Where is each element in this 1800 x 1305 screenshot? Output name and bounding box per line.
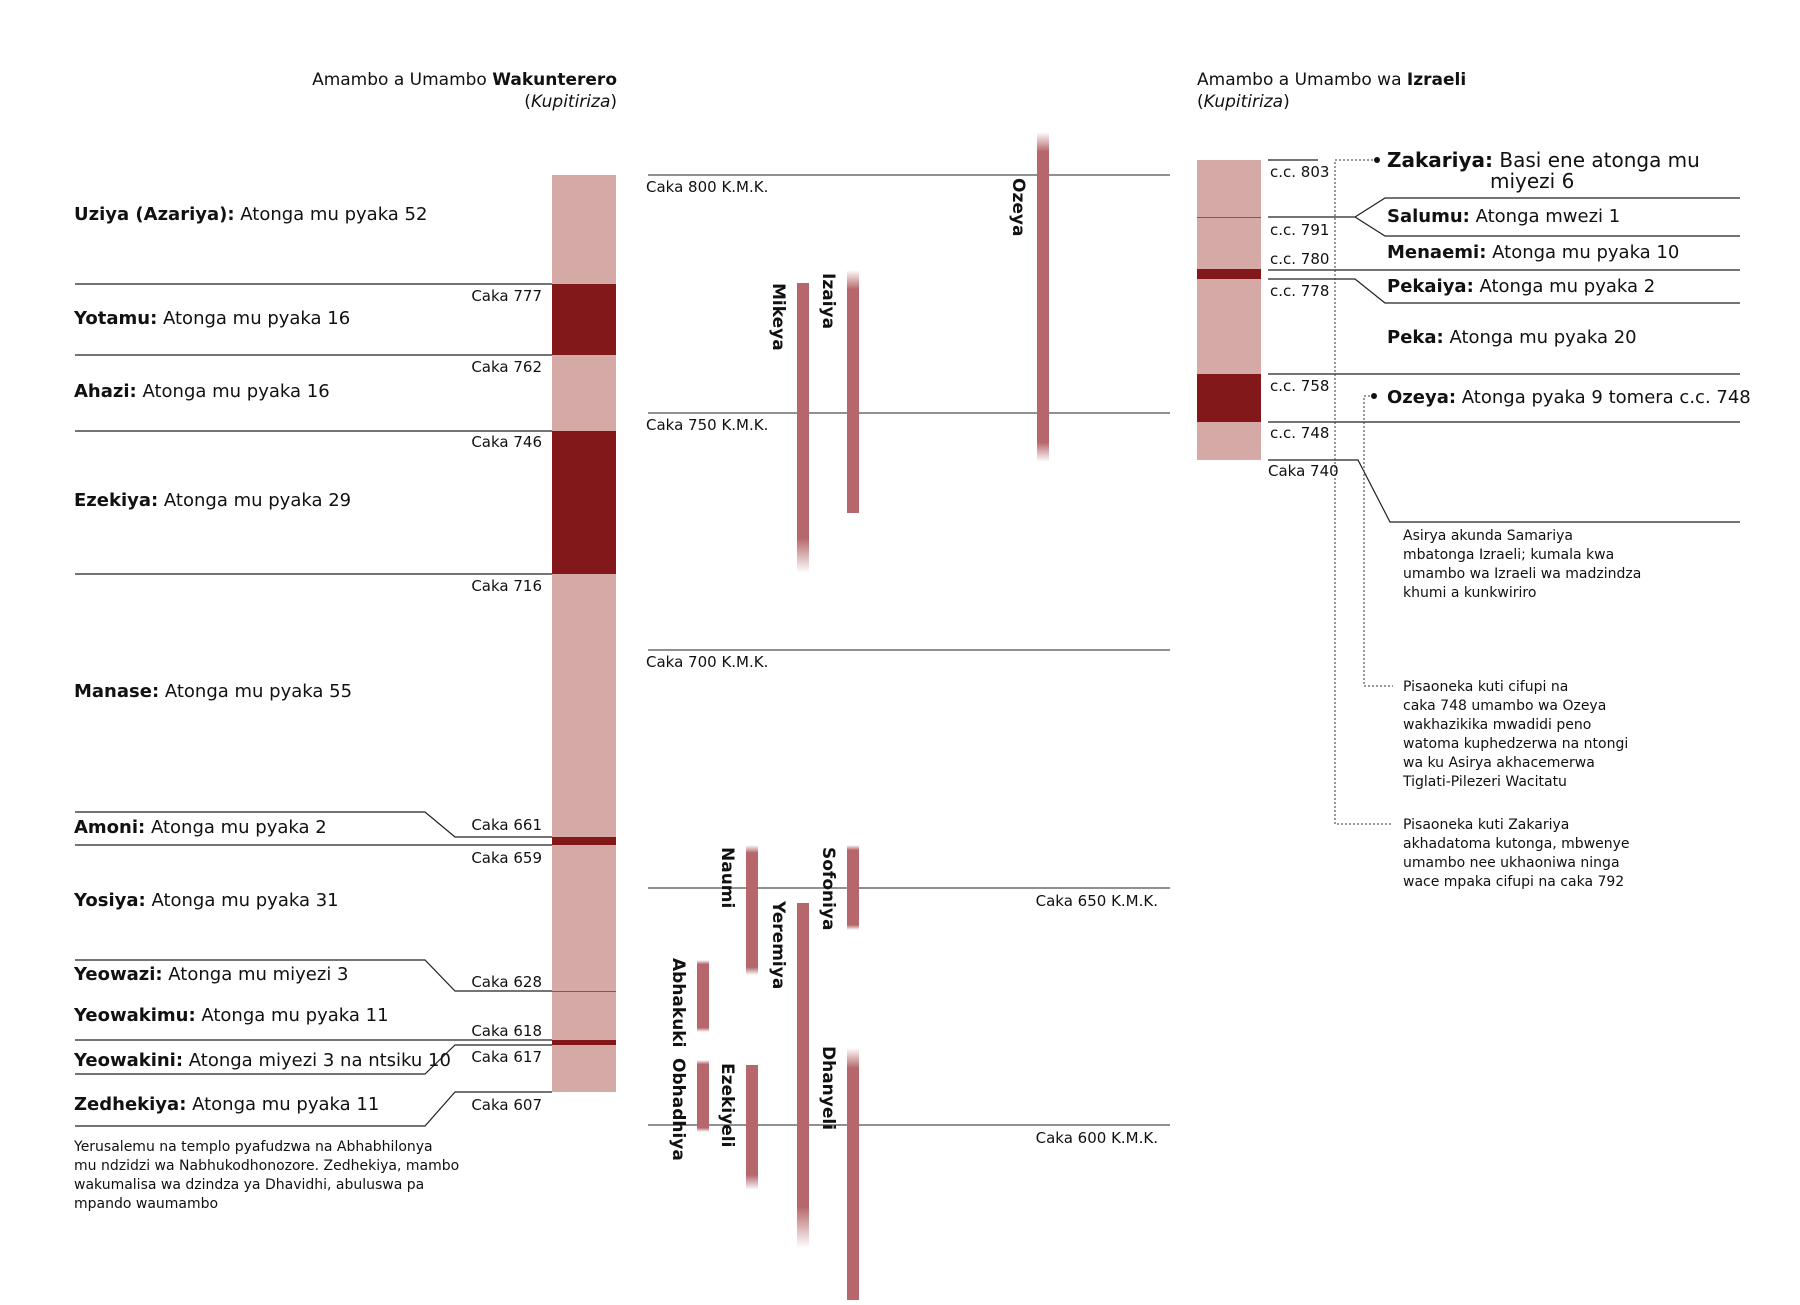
svg-text:wakumalisa wa dzindza ya Dhavi: wakumalisa wa dzindza ya Dhavidhi, abuluswa pa <box>74 1177 425 1193</box>
svg-text:mpando waumambo: mpando waumambo <box>74 1196 219 1212</box>
prophet-name: Obhadhiya <box>668 1058 688 1161</box>
prophet-name: Sofoniya <box>818 847 838 931</box>
prophet-bar-dhanyeli <box>847 1048 859 1300</box>
judah-king-row: Ezekiya: Atonga mu pyaka 29 <box>74 490 352 511</box>
israel-king-row: Peka: Atonga mu pyaka 20 <box>1387 327 1637 348</box>
era-lines <box>648 175 1170 1125</box>
israel-date: c.c. 780 <box>1270 250 1330 268</box>
svg-text:mu ndzidzi wa Nabhukodhonozore: mu ndzidzi wa Nabhukodhonozore. Zedhekiya, mambo <box>74 1158 460 1174</box>
era-label: Caka 750 K.M.K. <box>646 416 769 434</box>
israel-note-zakariya <box>1403 817 1630 890</box>
judah-date: Caka 607 <box>471 1096 542 1114</box>
prophet-name: Ezekiyeli <box>717 1063 737 1148</box>
israel-date: c.c. 803 <box>1270 163 1330 181</box>
judah-king-row: Amoni: Atonga mu pyaka 2 <box>74 817 327 838</box>
judah-date: Caka 617 <box>471 1048 542 1066</box>
judah-king-row: Uziya (Azariya): Atonga mu pyaka 52 <box>74 204 428 225</box>
judah-date: Caka 661 <box>471 816 542 834</box>
israel-king-row: Zakariya: Basi ene atonga mu <box>1387 148 1700 172</box>
svg-text:wace mpaka cifupi na caka 792: wace mpaka cifupi na caka 792 <box>1403 874 1625 890</box>
judah-date: Caka 746 <box>471 433 542 451</box>
israel-date: c.c. 778 <box>1270 282 1330 300</box>
svg-text:umambo wa Izraeli wa madzindza: umambo wa Izraeli wa madzindza <box>1403 566 1642 582</box>
prophet-bar-ezekiyeli <box>746 1065 758 1190</box>
judah-separators <box>75 284 552 1126</box>
judah-date: Caka 716 <box>471 577 542 595</box>
svg-text:akhadatoma kutonga, mbwenye: akhadatoma kutonga, mbwenye <box>1403 836 1630 852</box>
judah-king-row: Yeowakini: Atonga miyezi 3 na ntsiku 10 <box>74 1050 451 1071</box>
israel-note-ozeya <box>1402 679 1628 790</box>
svg-text:Pisaoneka kuti cifupi na: Pisaoneka kuti cifupi na <box>1403 679 1569 695</box>
judah-date: Caka 777 <box>471 287 542 305</box>
israel-date: c.c. 748 <box>1270 424 1330 442</box>
israel-date: c.c. 758 <box>1270 377 1330 395</box>
prophet-name: Yeremiya <box>768 901 788 990</box>
svg-text:Pisaoneka kuti Zakariya: Pisaoneka kuti Zakariya <box>1403 817 1570 833</box>
era-label: Caka 700 K.M.K. <box>646 653 769 671</box>
judah-king-row: Zedhekiya: Atonga mu pyaka 11 <box>74 1094 380 1115</box>
judah-king-row: Yosiya: Atonga mu pyaka 31 <box>74 890 339 911</box>
israel-reign-bar <box>1197 160 1261 460</box>
prophet-bar-sofoniya <box>847 845 859 930</box>
israel-date: Caka 740 <box>1268 462 1339 480</box>
svg-text:wakhazikika mwadidi peno: wakhazikika mwadidi peno <box>1403 717 1592 733</box>
svg-text:umambo nee ukhaoniwa ninga: umambo nee ukhaoniwa ninga <box>1403 855 1620 871</box>
prophet-bar-ozeya <box>1037 132 1049 462</box>
israel-king-row: Menaemi: Atonga mu pyaka 10 <box>1387 242 1680 263</box>
svg-text:wa ku Asirya akhacemerwa: wa ku Asirya akhacemerwa <box>1403 755 1595 771</box>
prophet-name: Dhanyeli <box>818 1046 838 1131</box>
prophet-bar-yeremiya <box>797 903 809 1248</box>
svg-text:mbatonga Izraeli; kumala kwa: mbatonga Izraeli; kumala kwa <box>1403 547 1615 563</box>
prophet-bar-naumi <box>746 845 758 975</box>
prophet-bar-mikeya <box>797 283 809 573</box>
svg-text:Yerusalemu na templo pyafudzwa: Yerusalemu na templo pyafudzwa na Abhabhilonya <box>74 1139 433 1155</box>
judah-header: Amambo a Umambo Wakunterero <box>312 70 617 90</box>
prophet-bar-abhakuki <box>697 960 709 1032</box>
judah-king-row: Manase: Atonga mu pyaka 55 <box>74 681 353 702</box>
israel-king-row: Pekaiya: Atonga mu pyaka 2 <box>1387 276 1656 297</box>
era-label: Caka 600 K.M.K. <box>1035 1129 1158 1147</box>
judah-date: Caka 628 <box>471 973 542 991</box>
prophet-name: Abhakuki <box>668 958 688 1048</box>
prophet-name: Naumi <box>717 847 737 909</box>
israel-king-row: Salumu: Atonga mwezi 1 <box>1387 206 1621 227</box>
dotted-connectors <box>1335 160 1393 824</box>
prophet-name: Ozeya <box>1008 178 1028 237</box>
svg-text:Asirya akunda Samariya: Asirya akunda Samariya <box>1403 528 1573 544</box>
judah-header-sub: (Kupitiriza) <box>524 92 617 112</box>
prophet-bar-obhadhiya <box>697 1060 709 1132</box>
judah-date: Caka 659 <box>471 849 542 867</box>
judah-reign-bar <box>552 175 616 1092</box>
judah-footnote <box>73 1139 459 1212</box>
israel-date: c.c. 791 <box>1270 221 1330 239</box>
judah-king-row: Ahazi: Atonga mu pyaka 16 <box>74 381 330 402</box>
judah-king-row: Yotamu: Atonga mu pyaka 16 <box>74 308 351 329</box>
israel-note-fall <box>1403 528 1641 601</box>
israel-header: Amambo a Umambo wa Izraeli <box>1197 70 1467 90</box>
connector-dot <box>1374 157 1380 163</box>
era-label: Caka 800 K.M.K. <box>646 178 769 196</box>
prophet-bar-izaiya <box>847 270 859 513</box>
svg-text:watoma kuphedzerwa na ntongi: watoma kuphedzerwa na ntongi <box>1403 736 1629 752</box>
israel-king-row: Ozeya: Atonga pyaka 9 tomera c.c. 748 <box>1387 387 1751 408</box>
judah-king-row: Yeowazi: Atonga mu miyezi 3 <box>74 964 349 985</box>
judah-date: Caka 618 <box>471 1022 542 1040</box>
connector-dot <box>1371 393 1377 399</box>
svg-text:caka 748 umambo wa Ozeya: caka 748 umambo wa Ozeya <box>1403 698 1607 714</box>
svg-text:Tiglati-Pilezeri Wacitatu: Tiglati-Pilezeri Wacitatu <box>1403 774 1567 790</box>
israel-king-row-cont: miyezi 6 <box>1490 169 1575 193</box>
svg-text:khumi a kunkwiriro: khumi a kunkwiriro <box>1403 585 1537 601</box>
judah-date: Caka 762 <box>471 358 542 376</box>
era-label: Caka 650 K.M.K. <box>1035 892 1158 910</box>
prophet-name: Mikeya <box>768 283 788 351</box>
israel-header-sub: (Kupitiriza) <box>1197 92 1290 112</box>
judah-king-row: Yeowakimu: Atonga mu pyaka 11 <box>74 1005 389 1026</box>
prophet-name: Izaiya <box>818 273 838 330</box>
